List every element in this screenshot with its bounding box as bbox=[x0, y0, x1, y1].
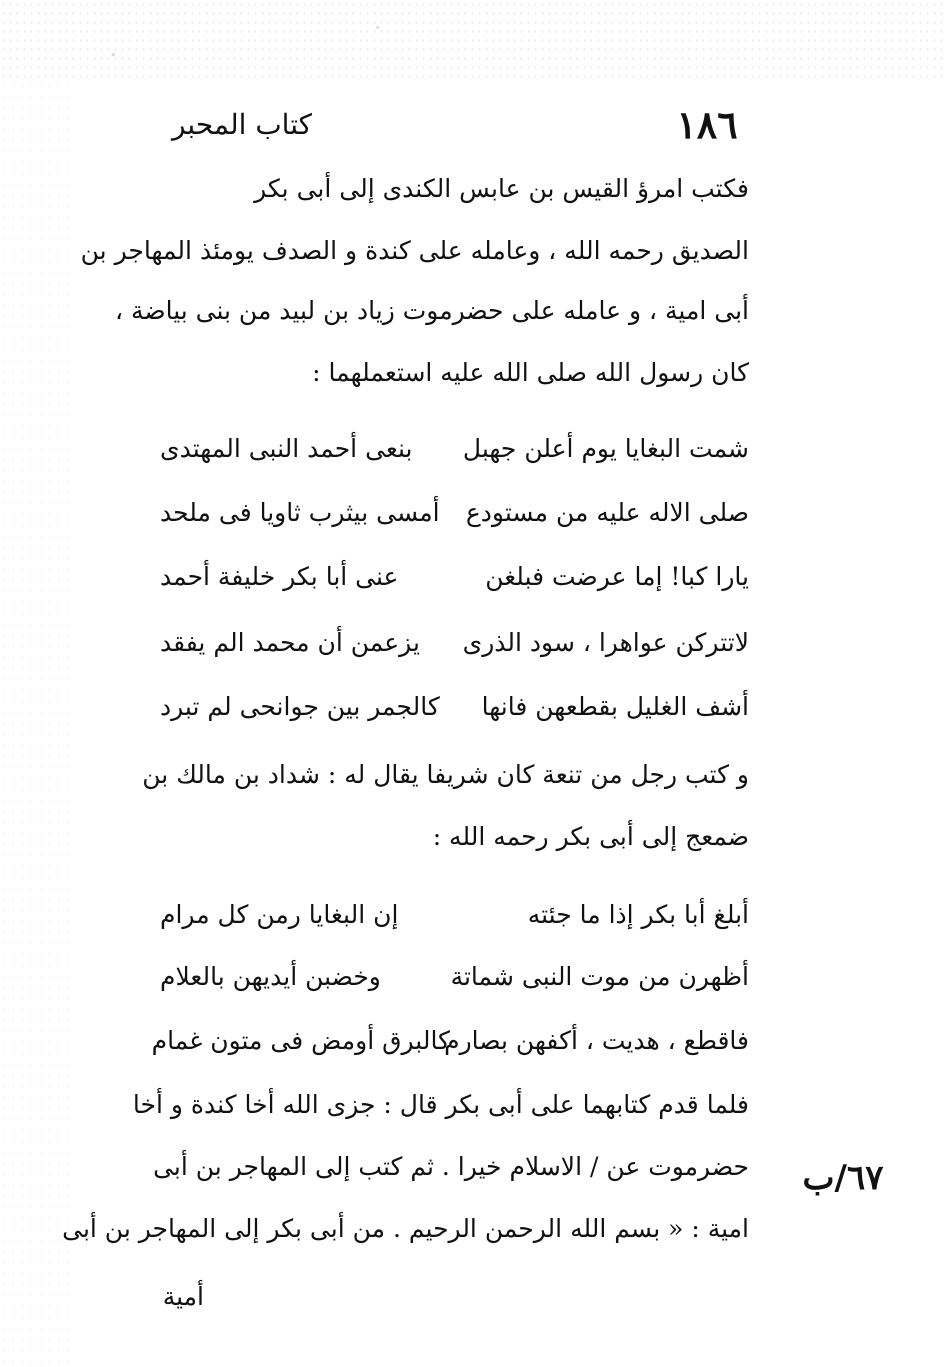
catchword: أمية bbox=[162, 1282, 204, 1311]
prose3-line-2: حضرموت عن / الاسلام خيرا . ثم كتب إلى المهاجر بن أبى bbox=[153, 1152, 749, 1181]
poem1-verse-2-second-hemistich: أمسى بيثرب ثاويا فى ملحد bbox=[160, 498, 440, 527]
poem1-verse-3-second-hemistich: عنى أبا بكر خليفة أحمد bbox=[160, 562, 399, 591]
poem2-verse-2-first-hemistich: أظهرن من موت النبى شماتة bbox=[450, 962, 749, 991]
prose-line-4: كان رسول الله صلى الله عليه استعملهما : bbox=[312, 358, 749, 387]
poem2-verse-2-second-hemistich: وخضبن أيديهن بالعلام bbox=[160, 962, 381, 991]
poem1-verse-5-second-hemistich: كالجمر بين جوانحى لم تبرد bbox=[160, 692, 440, 721]
page-number: ١٨٦ bbox=[676, 102, 738, 147]
scan-noise-top bbox=[0, 0, 944, 80]
poem1-verse-4-first-hemistich: لاتتركن عواهرا ، سود الذرى bbox=[462, 628, 749, 657]
prose-line-2: الصديق رحمه الله ، وعامله على كندة و الصدف يومئذ المهاجر بن bbox=[80, 236, 749, 265]
poem1-verse-2-first-hemistich: صلى الاله عليه من مستودع bbox=[465, 498, 749, 527]
prose-line-3: أبى امية ، و عامله على حضرموت زياد بن لبيد من بنى بياضة ، bbox=[114, 296, 749, 325]
prose2-line-1: و كتب رجل من تنعة كان شريفا يقال له : شداد بن مالك بن bbox=[142, 760, 749, 789]
poem1-verse-1-second-hemistich: بنعى أحمد النبى المهتدى bbox=[160, 434, 413, 463]
prose3-line-1: فلما قدم كتابهما على أبى بكر قال : جزى الله أخا كندة و أخا bbox=[132, 1090, 749, 1119]
poem2-verse-1-second-hemistich: إن البغايا رمن كل مرام bbox=[160, 900, 399, 929]
poem2-verse-1-first-hemistich: أبلغ أبا بكر إذا ما جئته bbox=[527, 900, 749, 929]
prose2-line-2: ضمعج إلى أبى بكر رحمه الله : bbox=[432, 822, 749, 851]
prose3-line-3: امية : « بسم الله الرحمن الرحيم . من أبى بكر إلى المهاجر بن أبى bbox=[62, 1214, 749, 1243]
poem1-verse-4-second-hemistich: يزعمن أن محمد الم يفقد bbox=[160, 628, 420, 657]
poem1-verse-5-first-hemistich: أشف الغليل بقطعهن فانها bbox=[481, 692, 749, 721]
scan-noise-left bbox=[0, 80, 70, 1367]
book-title: كتاب المحبر bbox=[171, 108, 312, 141]
folio-margin-note: ٦٧/ب bbox=[802, 1158, 884, 1198]
poem2-verse-3-first-hemistich: فاقطع ، هديت ، أكفهن بصارم bbox=[444, 1026, 749, 1055]
poem1-verse-3-first-hemistich: يارا كبا! إما عرضت فبلغن bbox=[485, 562, 749, 591]
poem2-verse-3-second-hemistich: كالبرق أومض فى متون غمام bbox=[151, 1026, 450, 1055]
poem1-verse-1-first-hemistich: شمت البغايا يوم أعلن جهبل bbox=[462, 434, 749, 463]
prose-line-1: فكتب امرؤ القيس بن عابس الكندى إلى أبى بكر bbox=[254, 174, 749, 203]
